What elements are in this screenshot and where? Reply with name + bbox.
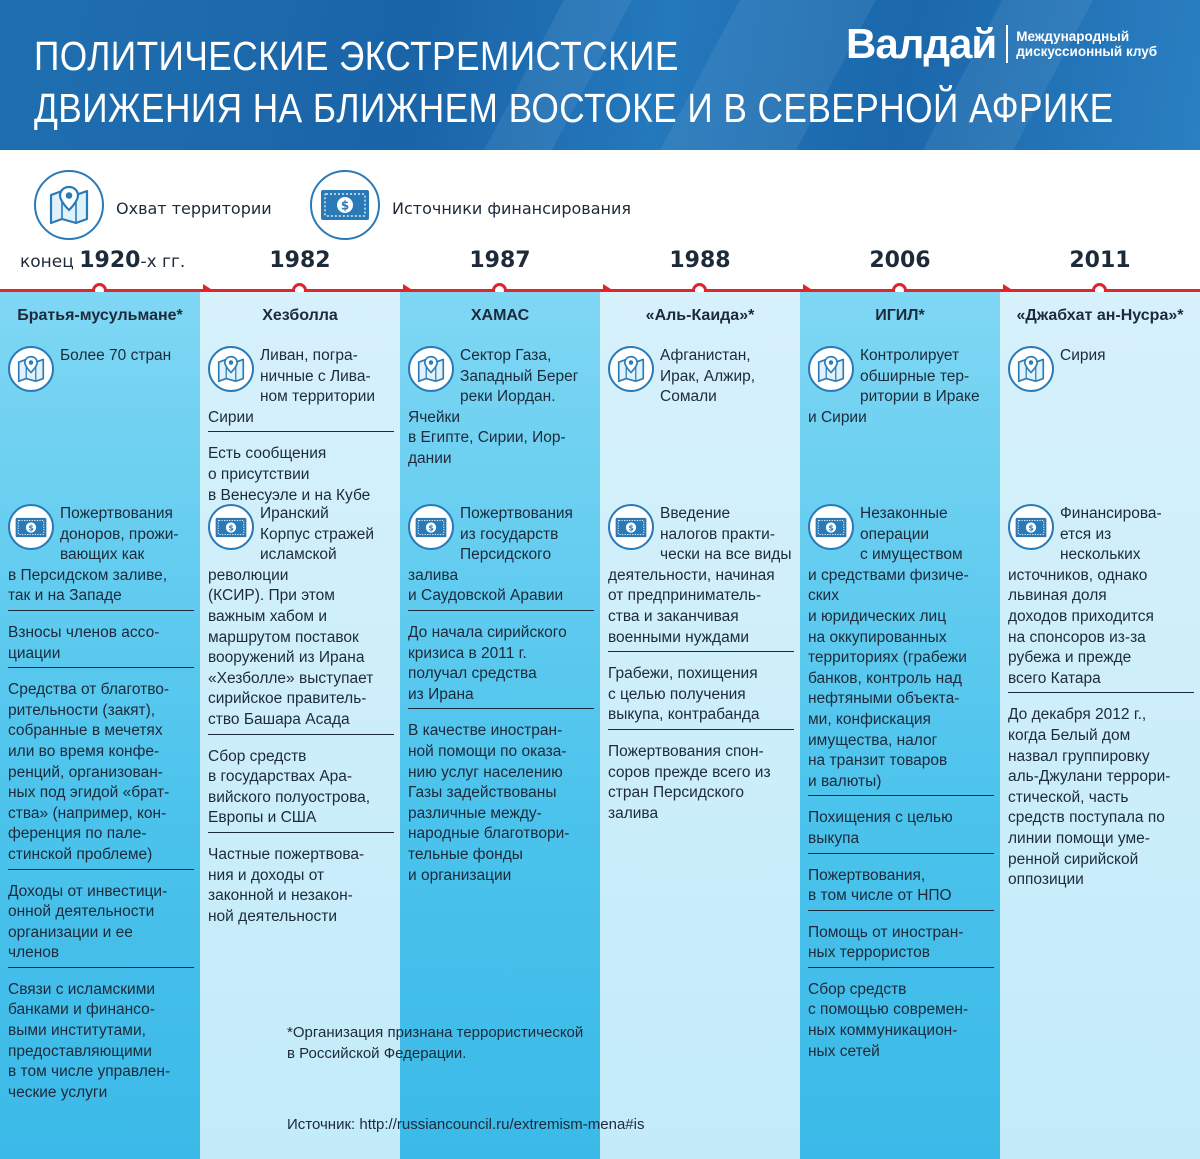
funding-text: Финансирова- ется из нескольких источников, однако львиная доля доходов приходится на спонсоров из-за рубежа и прежде всего Катара (1008, 505, 1162, 687)
territory-text: Афганистан, Ирак, Алжир, Сомали (660, 347, 756, 406)
header-banner (0, 0, 1200, 150)
title-line-1: ПОЛИТИЧЕСКИЕ ЭКСТРЕМИСТСКИЕ (34, 33, 679, 79)
timeline-year (800, 248, 1000, 273)
funding-item (608, 742, 794, 827)
funding-text: Средства от благотво- рительности (закят), собранные в мечетях или во время конфе- ренций, организован- ных под эгидой «брат- ства» (например, кон- ференция по пале- стинской проблеме) (8, 681, 170, 863)
funding-item (8, 623, 194, 668)
funding-text: Частные пожертвова- ния и доходы от законной и незакон- ной деятельности (208, 845, 365, 925)
legend-territory (34, 176, 272, 240)
movement-name: Хезболла (262, 307, 338, 324)
legend-territory-label: Охват территории (116, 198, 272, 218)
svg-text:$: $ (228, 522, 234, 532)
territory-item (208, 346, 394, 432)
funding-text: Иранский Корпус стражей исламской революции (КСИР). При этом важным хабом и маршрутом поставок вооружений из Ирана «Хезболле» выступает сирийское правитель- ство Башара Асада (208, 505, 375, 728)
funding-section (1008, 504, 1194, 906)
map-pin-icon (34, 170, 104, 240)
territory-section (808, 346, 994, 443)
funding-text: Связи с исламскими банками и финансо- выми институтами, предоставляющими в том числе управлен- ческие услуги (8, 980, 171, 1101)
dollar-banknote-icon (8, 504, 54, 550)
funding-item (808, 504, 994, 796)
year-value: 1988 (669, 248, 731, 273)
dollar-banknote-icon (608, 504, 654, 550)
territory-section (608, 346, 794, 423)
movement-column (0, 292, 200, 1159)
funding-text: Грабежи, похищения с целью получения выкупа, контрабанда (608, 665, 760, 724)
movement-name: Братья-мусульмане* (17, 307, 183, 324)
territory-section (208, 346, 394, 521)
funding-section (8, 504, 194, 1118)
funding-text: Сбор средств в государствах Ара- вийского полуострова, Европы и США (208, 747, 371, 827)
year-value: 1920 (79, 248, 141, 273)
timeline-year (600, 248, 800, 273)
year-value: 1982 (269, 248, 331, 273)
funding-text: Сбор средств с помощью современ- ных коммуникацион- ных сетей (808, 980, 969, 1060)
funding-text: Похищения с целью выкупа (808, 809, 953, 847)
funding-section (808, 504, 994, 1077)
funding-section (608, 504, 794, 839)
territory-section (8, 346, 194, 394)
territory-item (608, 346, 794, 411)
funding-item (808, 980, 994, 1065)
valdai-logo (846, 20, 1157, 68)
funding-section (408, 504, 594, 901)
funding-item (208, 504, 394, 735)
svg-text:$: $ (1028, 522, 1034, 532)
map-pin-icon (808, 346, 854, 392)
legend-funding-label: Источники финансирования (392, 198, 631, 218)
movement-name: «Джабхат ан-Нусра»* (1016, 307, 1184, 324)
funding-item (808, 923, 994, 968)
timeline-year (1000, 248, 1200, 273)
funding-text: Помощь от иностран- ных террористов (808, 923, 964, 962)
funding-item (408, 721, 594, 889)
logo-subtitle-line-2: дискуссионный клуб (1016, 44, 1158, 59)
logo-separator (1006, 25, 1008, 63)
movement-column (600, 292, 800, 1159)
svg-text:$: $ (28, 522, 34, 532)
year-suffix: -х гг. (140, 252, 186, 272)
territory-item (408, 346, 594, 473)
funding-text: Пожертвования спон- соров прежде всего из стран Персидского залива (608, 742, 771, 822)
map-pin-icon (1008, 346, 1054, 392)
timeline-year (200, 248, 400, 273)
territory-item (208, 444, 394, 509)
territory-item (808, 346, 994, 431)
map-pin-icon (8, 346, 54, 392)
svg-text:$: $ (628, 522, 634, 532)
funding-text: Пожертвования из государств Персидского залива и Саудовской Аравии (408, 505, 573, 605)
legend-funding (310, 176, 631, 240)
movement-column (1000, 292, 1200, 1159)
movement-name: «Аль-Каида»* (645, 307, 755, 324)
dollar-banknote-icon (808, 504, 854, 550)
svg-text:$: $ (340, 198, 350, 213)
timeline-year (20, 248, 220, 273)
funding-item (608, 504, 794, 652)
year-value: 1987 (469, 248, 531, 273)
funding-text: Пожертвования доноров, прожи- вающих как в Персидском заливе, так и на Западе (8, 505, 179, 605)
funding-text: Незаконные операции с имуществом и средствами физиче- ских и юридических лиц на оккупированных территориях (грабежи банков, контроль над нефтяными объекта- ми, конфискация имущества, налог на транзит товаров и валюты) (808, 505, 969, 790)
year-value: 2011 (1069, 248, 1131, 273)
dollar-banknote-icon (1008, 504, 1054, 550)
svg-text:$: $ (828, 522, 834, 532)
funding-text: До начала сирийского кризиса в 2011 г. получал средства из Ирана (408, 623, 567, 703)
funding-item (408, 623, 594, 709)
svg-text:$: $ (428, 522, 434, 532)
territory-section (408, 346, 594, 485)
dollar-banknote-icon (310, 170, 380, 240)
territory-text: Ливан, погра- ничные с Лива- ном территории Сирии (208, 347, 376, 426)
title-line-2: ДВИЖЕНИЯ НА БЛИЖНЕМ ВОСТОКЕ И В СЕВЕРНОЙ АФРИКЕ (34, 85, 1114, 131)
territory-item (8, 346, 194, 370)
funding-item (1008, 504, 1194, 693)
movement-name: ХАМАС (470, 307, 530, 324)
map-pin-icon (608, 346, 654, 392)
funding-item (8, 980, 194, 1107)
territory-text: Более 70 стран (60, 347, 172, 364)
funding-item (808, 866, 994, 911)
source-link[interactable]: Источник: http://russiancouncil.ru/extremism-mena#is (287, 1116, 645, 1133)
funding-item (208, 845, 394, 930)
funding-item (8, 504, 194, 611)
funding-text: Доходы от инвестици- онной деятельности организации и ее членов (8, 882, 168, 962)
funding-item (208, 747, 394, 833)
year-prefix: конец (20, 252, 80, 272)
funding-item (808, 808, 994, 853)
territory-section (1008, 346, 1194, 394)
funding-item (608, 664, 794, 730)
dollar-banknote-icon (408, 504, 454, 550)
footnote: *Организация признана террористической в Российской Федерации. (287, 1024, 584, 1062)
movement-name: ИГИЛ* (875, 307, 925, 324)
funding-text: В качестве иностран- ной помощи по оказа- нию услуг населению Газы задействованы различные между- народные благотвори- тельные фонды и организации (408, 722, 570, 884)
territory-text: Контролирует обширные тер- ритории в Ираке и Сирии (808, 347, 980, 426)
funding-text: Пожертвования, в том числе от НПО (808, 866, 952, 905)
funding-item (8, 680, 194, 869)
logo-subtitle-line-1: Международный (1016, 29, 1130, 44)
funding-text: Введение налогов практи- чески на все виды деятельности, начиная от предприниматель- ства и заканчивая военными нуждами (608, 505, 792, 646)
dollar-banknote-icon (208, 504, 254, 550)
logo-subtitle (1016, 29, 1157, 59)
movement-column (800, 292, 1000, 1159)
territory-item (1008, 346, 1194, 370)
funding-item (1008, 705, 1194, 893)
territory-text: Сектор Газа, Западный Берег реки Иордан. Ячейки в Египте, Сирии, Иор- дании (408, 347, 579, 467)
map-pin-icon (208, 346, 254, 392)
funding-text: Взносы членов ассо- циации (8, 623, 160, 662)
funding-section (208, 504, 394, 942)
territory-text: Сирия (1060, 347, 1106, 364)
logo-wordmark: Валдай (846, 20, 997, 67)
map-pin-icon (408, 346, 454, 392)
funding-item (8, 882, 194, 968)
territory-text: Есть сообщения о присутствии в Венесуэле и на Кубе (208, 445, 371, 504)
timeline-year (400, 248, 600, 273)
funding-text: До декабря 2012 г., когда Белый дом назвал группировку аль-Джулани террори- стической, часть средств поступала по линии помощи уме- ренной сирийской оппозиции (1008, 706, 1171, 889)
funding-item (408, 504, 594, 611)
year-value: 2006 (869, 248, 931, 273)
